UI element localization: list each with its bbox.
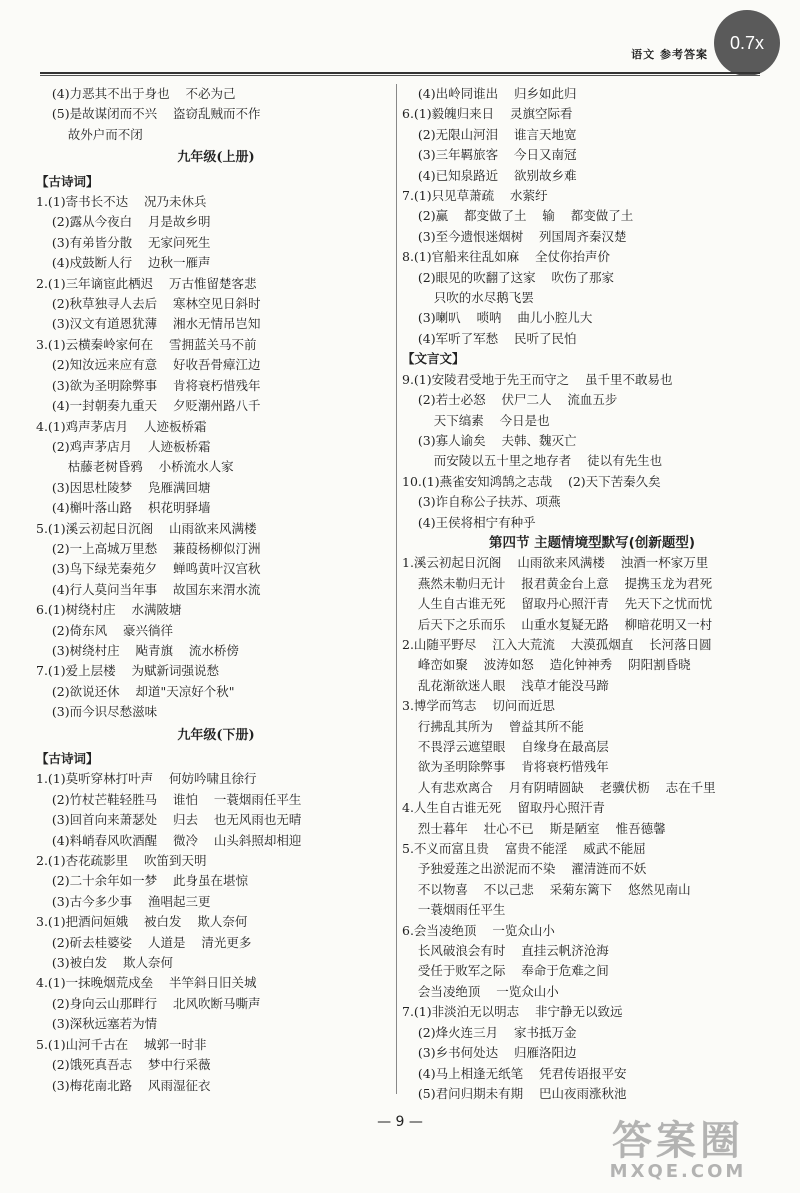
answer-line: (2)饿死真吾志 梦中行采薇 (36, 1057, 211, 1073)
answer-line: (2)竹杖芒鞋轻胜马 谁怕 一蓑烟雨任平生 (36, 791, 302, 807)
answer-line: 4.人生自古谁无死 留取丹心照汗青 (402, 800, 605, 816)
answer-line: 烈士暮年 壮心不已 斯是陋室 惟吾德馨 (402, 820, 666, 836)
answer-line: 6.(1)毅魄归来日 灵旗空际看 (402, 106, 573, 122)
answer-line: 6.(1)树绕村庄 水满陂塘 (36, 602, 182, 618)
answer-line: (2)身向云山那畔行 北风吹断马嘶声 (36, 995, 261, 1011)
answer-line: 而安陵以五十里之地存者 徒以有先生也 (402, 453, 663, 469)
page-header (40, 32, 780, 70)
answer-line: (5)是故谋闭而不兴 盗窃乱贼而不作 (36, 106, 261, 122)
answer-line: (3)被白发 欺人奈何 (36, 955, 173, 971)
answer-line: 一蓑烟雨任平生 (402, 902, 506, 918)
answer-line: (3)三年羁旅客 今日又南冠 (402, 147, 577, 163)
answer-line: (3)鸟下绿芜秦苑夕 蝉鸣黄叶汉宫秋 (36, 561, 261, 577)
answer-line: (4)出岭同谁出 归乡如此归 (402, 86, 577, 101)
answer-line: 3.(1)云横秦岭家何在 雪拥蓝关马不前 (36, 336, 257, 352)
answer-line: (2)烽火连三月 家书抵万金 (402, 1024, 577, 1040)
answer-line: (4)戍鼓断人行 边秋一雁声 (36, 255, 211, 271)
answer-line: (4)力恶其不出于身也 不必为己 (36, 86, 236, 101)
answer-line: (3)诈自称公子扶苏、项燕 (402, 494, 561, 510)
answer-line: (2)若士必怒 伏尸二人 流血五步 (402, 392, 618, 408)
answer-line: (2)眼见的吹翻了这家 吹伤了那家 (402, 269, 614, 285)
zoom-badge[interactable]: 0.7x (714, 10, 780, 76)
answer-line: (3)梅花南北路 风雨湿征衣 (36, 1077, 211, 1093)
answer-line: 8.(1)官船来往乱如麻 全仗你抬声价 (402, 249, 611, 265)
answer-line: (3)欲为圣明除弊事 肯将衰朽惜残年 (36, 377, 261, 393)
answer-line: 不畏浮云遮望眼 自缘身在最高层 (402, 739, 609, 754)
answer-line: (4)军听了军愁 民听了民怕 (402, 330, 577, 346)
answer-line: (2)斫去桂婆娑 人道是 清光更多 (36, 934, 252, 950)
answer-line: (3)古今多少事 渔唱起三更 (36, 893, 211, 909)
answer-line: 受任于败军之际 奉命于危难之间 (402, 963, 609, 979)
answer-line: 2.山随平野尽 江入大荒流 大漠孤烟直 长河落日圆 (402, 636, 712, 652)
answer-line: 予独爱莲之出淤泥而不染 濯清涟而不妖 (402, 861, 647, 877)
answer-line: (3)回首向来萧瑟处 归去 也无风雨也无晴 (36, 812, 302, 828)
answer-line: (3)乡书何处达 归雁洛阳边 (402, 1045, 577, 1061)
answer-line: (2)二十余年如一梦 此身虽在堪惊 (36, 873, 248, 889)
category-label: 【古诗词】 (36, 751, 99, 766)
answer-line: (2)露从今夜白 月是故乡明 (36, 214, 211, 230)
answer-line: 枯藤老树昏鸦 小桥流水人家 (36, 459, 234, 475)
answer-line: 1.(1)莫听穿林打叶声 何妨吟啸且徐行 (36, 771, 257, 787)
column-divider (396, 84, 397, 1094)
answer-line: 欲为圣明除弊事 肯将衰朽惜残年 (402, 759, 609, 775)
answer-line: 4.(1)鸡声茅店月 人迹板桥霜 (36, 418, 207, 434)
answer-line: 9.(1)安陵君受地于先王而守之 虽千里不敢易也 (402, 371, 673, 387)
answer-line: (4)一封朝奏九重天 夕贬潮州路八千 (36, 398, 261, 414)
answer-line: 后天下之乐而乐 山重水复疑无路 柳暗花明又一村 (402, 616, 713, 632)
answer-line: (4)料峭春风吹酒醒 微冷 山头斜照却相迎 (36, 832, 302, 848)
answer-line: (3)喇叭 唢呐 曲儿小腔儿大 (402, 310, 593, 326)
answer-line: (2)无限山河泪 谁言天地宽 (402, 126, 577, 142)
answer-line: 1.溪云初起日沉阁 山雨欲来风满楼 浊酒一杯家万里 (402, 555, 709, 571)
answer-line: 4.(1)一抹晚烟荒戍垒 半竿斜日旧关城 (36, 975, 257, 991)
answer-line: (2)知汝远来应有意 好收吾骨瘴江边 (36, 357, 261, 373)
header-title: 语文 参考答案 (631, 48, 708, 61)
category-label: 【文言文】 (402, 351, 465, 367)
answer-line: 1.(1)寄书长不达 况乃未休兵 (36, 194, 207, 210)
answer-line: 7.(1)爱上层楼 为赋新词强说愁 (36, 663, 220, 679)
answer-line: (2)秋草独寻人去后 寒林空见日斜时 (36, 296, 261, 312)
answer-line: 3.(1)把酒问姮娥 被白发 欺人奈何 (36, 914, 248, 930)
answer-line: 5.不义而富且贵 富贵不能淫 威武不能屈 (402, 841, 646, 857)
answer-line: (2)赢 都变做了土 输 都变做了土 (402, 208, 634, 224)
answer-line: 只吹的水尽鹅飞罢 (402, 290, 534, 306)
answer-line: 峰峦如聚 波涛如怒 造化钟神秀 阴阳割昏晓 (402, 657, 691, 673)
answer-line: (3)至今遗恨迷烟树 列国周齐秦汉楚 (402, 228, 627, 244)
watermark-logo (578, 1119, 778, 1181)
grade-heading: 九年级(下册) (177, 727, 255, 743)
answer-line: (2)倚东风 豪兴徜徉 (36, 622, 173, 638)
answer-line: 人有悲欢离合 月有阴晴圆缺 老骥伏枥 志在千里 (402, 779, 716, 795)
answer-line: 2.(1)杏花疏影里 吹笛到天明 (36, 853, 207, 869)
answer-line: (2)欲说还休 却道"天凉好个秋" (36, 683, 235, 699)
answer-line: (5)君问归期未有期 巴山夜雨涨秋池 (402, 1085, 627, 1101)
answer-line: 人生自古谁无死 留取丹心照汗青 先天下之忧而忧 (402, 596, 713, 612)
answer-line: 燕然未勒归无计 报君黄金台上意 提携玉龙为君死 (402, 575, 713, 591)
page-number: — 9 — (377, 1114, 423, 1130)
watermark-sub: MXQE.COM (609, 1161, 747, 1182)
answer-line: (3)寡人谕矣 夫韩、魏灭亡 (402, 432, 577, 448)
right-column (402, 84, 782, 1104)
answer-line: 长风破浪会有时 直挂云帆济沧海 (402, 943, 609, 959)
answer-line: 不以物喜 不以己悲 采菊东篱下 悠然见南山 (402, 881, 691, 897)
category-label: 【古诗词】 (36, 173, 99, 189)
answer-line: (3)而今识尽愁滋味 (36, 704, 158, 720)
answer-line: 6.会当凌绝顶 一览众山小 (402, 922, 555, 938)
grade-heading: 九年级(上册) (177, 150, 255, 166)
answer-line: 会当凌绝顶 一览众山小 (402, 983, 559, 999)
answer-line: 7.(1)只见草萧疏 水萦纡 (402, 188, 548, 204)
answer-line: (4)马上相逢无纸笔 凭君传语报平安 (402, 1065, 627, 1081)
answer-line: (3)因思杜陵梦 凫雁满回塘 (36, 479, 211, 495)
answer-line: (3)汉文有道恩犹薄 湘水无情吊岂知 (36, 316, 261, 332)
answer-line: (4)行人莫问当年事 故国东来渭水流 (36, 581, 261, 597)
answer-line: 5.(1)溪云初起日沉阁 山雨欲来风满楼 (36, 520, 257, 536)
section-heading: 第四节 主题情境型默写(创新题型) (488, 534, 696, 551)
answer-line: 乱花渐欲迷人眼 浅草才能没马蹄 (402, 677, 609, 693)
answer-line: 行拂乱其所为 曾益其所不能 (402, 718, 584, 734)
answer-line: (2)一上高城万里愁 蒹葭杨柳似汀洲 (36, 540, 261, 556)
answer-line: 7.(1)非淡泊无以明志 非宁静无以致远 (402, 1004, 623, 1020)
answer-line: 故外户而不闭 (36, 126, 143, 142)
left-column (36, 84, 396, 1096)
answer-line: 10.(1)燕雀安知鸿鹄之志哉 (2)天下苦秦久矣 (402, 473, 661, 489)
answer-line: (4)槲叶落山路 枳花明驿墙 (36, 500, 211, 516)
answer-line: (4)王侯将相宁有种乎 (402, 514, 536, 530)
answer-line: (3)树绕村庄 飐青旗 流水桥傍 (36, 642, 239, 658)
answer-line: 天下缟素 今日是也 (402, 412, 550, 428)
answer-line: 3.博学而笃志 切问而近思 (402, 698, 555, 714)
answer-line: (3)有弟皆分散 无家问死生 (36, 234, 211, 250)
header-rule (40, 72, 760, 76)
answer-line: (3)深秋远塞若为情 (36, 1016, 158, 1032)
answer-line: (2)鸡声茅店月 人迹板桥霜 (36, 438, 211, 454)
answer-line: (4)已知泉路近 欲别故乡难 (402, 167, 577, 183)
watermark-main: 答案圈 (612, 1118, 744, 1164)
answer-line: 5.(1)山河千古在 城郭一时非 (36, 1036, 207, 1052)
answer-line: 2.(1)三年谪宦此栖迟 万古惟留楚客悲 (36, 275, 257, 291)
